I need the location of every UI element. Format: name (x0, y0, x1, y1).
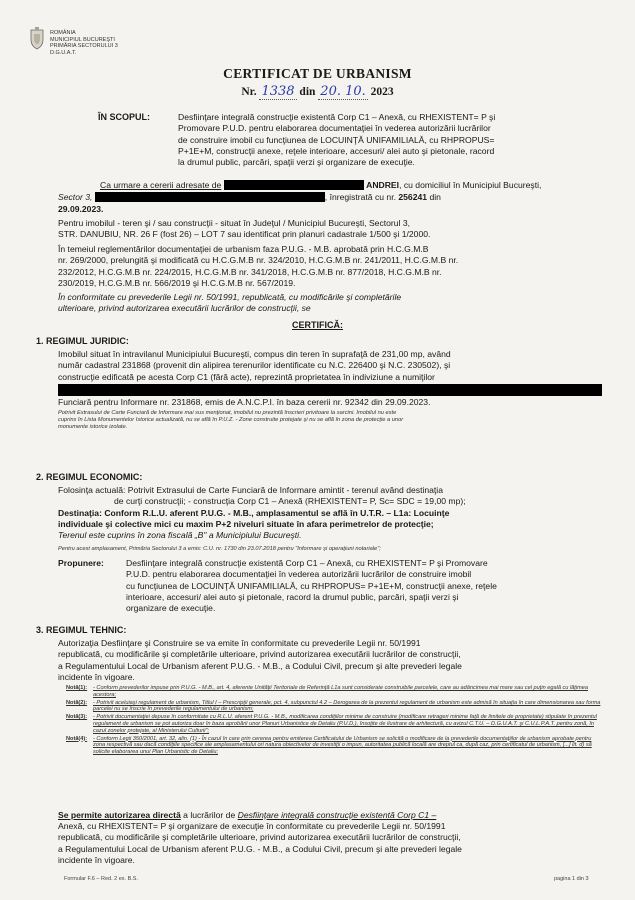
property-text (58, 218, 603, 241)
sector-text: Sector 3, (58, 192, 93, 202)
proposal-line: P.U.D. pentru elaborarea documentaţiei în vederea autorizării lucrărilor de construire imobil (126, 569, 472, 580)
s1-line-3: construcţie edificată pe acesta Corp C1 (fără acte), reprezintă proprietatea în indiviziune a numiţilor (58, 371, 435, 382)
footer-page: pagina 1 din 3 (554, 876, 589, 882)
note-label: Notă(2): (66, 699, 88, 706)
footer-form: Formular F.6 – Red. 2 ex. B.S. (64, 876, 138, 882)
section-1-note (58, 410, 603, 432)
handwritten-number: 1338 (261, 84, 295, 99)
section-3-text (58, 638, 603, 683)
header-line-2: MUNICIPIUL BUCUREŞTI (50, 36, 115, 43)
note-text: - Potrivit aceluiaşi regulament de urbanism, Titlul I – Prescripţii generale, pct. 4, subpunctul 4.2 – Derogarea de la prezentul regulament de urbanism este admisă în situaţia în care dimensionarea sau forma parcelei nu se înscrie în prevederile regulamentului de urbanism; (93, 699, 601, 713)
regulations-text (58, 244, 603, 289)
applicant-domicile: , cu domiciliul în Municipiul Bucureşti, (399, 180, 542, 190)
scope-line: P+1E+M, construcţii anexe, reţele interioare, accesuri/ alei auto şi pietonale, racord (178, 145, 495, 156)
note-row (66, 700, 602, 713)
proposal-line: interioare, accesuri/ alei auto şi pietonale, racord la drumul public, parcări, spaţii verzi şi (126, 591, 459, 602)
coat-of-arms-icon (28, 26, 46, 50)
section-3-line: incidente în vigoare. (58, 671, 135, 682)
registration-text: , înregistrată cu nr. (324, 192, 396, 202)
permit-line-1 (58, 810, 603, 821)
scope-line: de construire imobil cu funcţiunea de LOCUINŢĂ UNIFAMILIALĂ, cu RHPROPUS= (178, 134, 495, 145)
regulations-line: 232/2012, H.C.G.M.B nr. 224/2015, H.C.G.M.B nr. 341/2018, H.C.G.M.B nr. 877/2018, H.C.G.M.B nr. (58, 266, 442, 277)
permit-line: a Regulamentului Local de Urbanism aferent P.U.G. - M.B., a Codului Civil, precum şi alte prevederi legale (58, 843, 462, 854)
section-3-line: republicată, cu modificările şi completările ulterioare, privind autorizarea executării lucrărilor de construcţii, (58, 649, 461, 660)
s2-line-2: de curţi construcţii; - construcţia Corp C1 – Anexă (RHEXISTENT= P, Sc= SDC = 19,00 mp); (114, 496, 466, 507)
note-label: Notă(4): (66, 735, 88, 742)
section-2-note: Pentru acest amplasament, Primăria Sectorului 3 a emis: C.U. nr. 1730 din 23.07.2018 pentru "Informare şi operaţiuni notariale"; (58, 546, 381, 552)
s2-line-1: Folosinţa actuală: Potrivit Extrasului de Carte Funciară de Informare amintit - terenul având destinaţia (58, 485, 443, 495)
permit-demolition: Desfiinţare integrală construcţie existentă Corp C1 – (237, 810, 437, 820)
certifies-heading: CERTIFICĂ: (292, 320, 343, 330)
law-text (58, 292, 603, 315)
regulations-line: nr. 269/2000, prelungită şi modificată cu H.C.G.M.B nr. 324/2010, H.C.G.M.B nr. 241/2011, H.C.G.M.B nr. (58, 255, 459, 266)
redacted-address (95, 192, 325, 202)
note-label: Notă(3): (66, 714, 88, 721)
note-row (66, 685, 602, 698)
s1-line-1: Imobilul situat în intravilanul Municipiului Bucureşti, compus din teren în suprafaţă de 231,00 mp, având (58, 349, 451, 359)
section-3-title: 3. REGIMUL TEHNIC: (36, 625, 127, 635)
section-2-text (58, 485, 603, 541)
s2-line-4: individuale şi colective mici cu maxim P+2 niveluri situate în afara perimetrelor de protecţie; (58, 518, 434, 529)
s1-note-line-1: Potrivit Extrasului de Carte Funciară de Informare mai sus menţionat, imobilul nu prezintă înscrieri privitoare la sarcini. Imobilul nu este (58, 410, 397, 416)
note-row (66, 714, 602, 734)
section-3-notes (66, 685, 602, 757)
s1-note-line-3: monumente istorice izolate. (58, 424, 128, 431)
s1-line-2: număr cadastral 231868 (provenit din alipirea terenurilor identificate cu N.C. 226400 şi N.C. 230502), şi (58, 360, 451, 371)
proposal-line: Desfiinţare integrală construcţie existentă Corp C1 – Anexă, cu RHEXISTENT= P şi Promovare (126, 558, 488, 568)
header-line-4: D.G.U.A.T. (50, 49, 77, 56)
s2-line-5: Terenul este cuprins în zona fiscală „B" a Municipiului Bucureşti. (58, 530, 302, 541)
header-line-1: ROMÂNIA (50, 30, 76, 36)
proposal-label: Propunere: (58, 558, 104, 568)
redacted-applicant-name (224, 180, 364, 190)
registration-date: 29.09.2023. (58, 204, 104, 214)
permit-text (58, 821, 603, 866)
note-text: - Conform prevederilor impuse prin P.U.G. - M.B., art. 4, aferente Unităţii Teritoriale de Referinţă L1a sunt considerate construibile parcelele, care au adâncimea mai mare sau cel puţin egală cu lăţimea acestora; (93, 685, 588, 698)
applicant-name: ANDREI (366, 180, 400, 190)
request-intro: Ca urmare a cererii adresate de (100, 180, 222, 190)
permit-direct: Se permite autorizarea directă (58, 810, 181, 820)
section-1-title: 1. REGIMUL JURIDIC: (36, 336, 129, 346)
document-title: CERTIFICAT DE URBANISM (223, 66, 412, 81)
registration-din: din (429, 192, 441, 202)
year: 2023 (370, 86, 394, 98)
s2-line-3: Destinaţia: Conform R.L.U. aferent P.U.G. - M.B., amplasamentul se află în U.T.R. – L1a: Locuinţe (58, 507, 450, 518)
section-1-text (58, 349, 603, 383)
law-line: ulterioare, privind autorizarea executării lucrărilor de construcţii, se (58, 303, 311, 314)
proposal-line: organizare de execuţie. (126, 603, 216, 614)
note-text: - Potrivit documentaţiei depuse în conformitate cu R.L.U. aferent P.U.G. - M.B., modificarea condiţiilor minime de construire (modificare retrageri minime faţă de limitele de proprietate) stipulate în prezentul regulament de urbanism se pot autoriza doar în baza aprobării unor Planuri Urbanistice de Detaliu (P.U.D.), însoţite de ilustrare de arhitectură, cu avizul C.T.U. – D.G.U.A.T. şi C.U.L.P.A.T. pentru zonă, în cazul zonelor protejate, al Ministerului Culturii"; (93, 714, 597, 734)
note-row (66, 736, 602, 756)
law-line: În conformitate cu prevederile Legii nr. 50/1991, republicată, cu modificările şi completările (58, 292, 402, 302)
permit-line: incidente în vigoare. (58, 854, 135, 865)
s1-line-4: Funciară pentru Informare nr. 231868, emis de A.N.C.P.I. în baza cererii nr. 92342 din 29.09.2023. (58, 397, 431, 407)
scope-line: Promovare P.U.D. pentru elaborarea documentaţiei în vederea autorizării lucrărilor (178, 123, 491, 134)
handwritten-date: 20. 10. (320, 84, 366, 99)
scope-line: la drumul public, parcări, spaţii verzi şi organizare de execuţie. (178, 157, 415, 168)
section-3-line: a Regulamentului Local de Urbanism aferent P.U.G. - M.B., a Codului Civil, precum şi alte prevederi legale (58, 660, 462, 671)
date-word: din (299, 86, 316, 98)
regulations-line: În temeiul reglementărilor documentaţiei de urbanism faza P.U.G. - M.B. aprobată prin H.C.G.M.B (58, 244, 429, 254)
section-2-title: 2. REGIMUL ECONOMIC: (36, 472, 143, 482)
property-line: Pentru imobilul - teren şi / sau construcţii - situat în Judeţul / Municipiul Bucureşti, Sectorul 3, (58, 218, 411, 228)
number-prefix: Nr. (241, 86, 257, 98)
scope-line: Desfiinţare integrală construcţie existentă Corp C1 – Anexă, cu RHEXISTENT= P şi (178, 112, 496, 122)
proposal-text (126, 558, 604, 614)
request-line-3 (58, 204, 103, 215)
s1-note-line-2: cuprins în Lista Monumentelor Istorice actualizată, nu se află în P.U.Z. - Zone construite protejate şi nu se află în zona de protecţie a unor (58, 417, 404, 424)
request-line-1 (100, 180, 600, 191)
proposal-line: cu funcţiunea de LOCUINŢĂ UNIFAMILIALĂ, cu RHPROPUS= P+1E+M, construcţii anexe, reţele (126, 580, 497, 591)
request-line-2 (58, 192, 603, 203)
permit-line: republicată, cu modificările şi completările ulterioare, privind autorizarea executării lucrărilor de construcţii, (58, 832, 461, 843)
institution-header (50, 30, 118, 56)
scope-text (178, 112, 598, 168)
registration-number: 256241 (398, 192, 428, 202)
property-line: STR. DANUBIU, NR. 26 F (fost 26) – LOT 7 sau identificat prin planuri cadastrale 1/500 şi 1/2000. (58, 229, 431, 240)
document-number (0, 84, 635, 99)
scope-label: ÎN SCOPUL: (98, 112, 151, 122)
section-3-line: Autorizaţia Desfiinţare şi Construire se va emite în conformitate cu prevederile Legii nr. 50/1991 (58, 638, 421, 648)
header-line-3: PRIMĂRIA SECTORULUI 3 (50, 43, 118, 49)
permit-line: Anexă, cu RHEXISTENT= P şi organizare de execuţie în conformitate cu prevederile Legii nr. 50/1991 (58, 821, 446, 831)
redacted-owners (58, 384, 602, 396)
note-label: Notă(1): (66, 685, 88, 691)
permit-works: a lucrărilor de (183, 810, 236, 820)
regulations-line: 230/2019, H.C.G.M.B nr. 566/2019 şi H.C.G.M.B nr. 567/2019. (58, 277, 296, 288)
note-text: - Conform Legii 350/2001, art. 32, alin. (1) - În cazul în care prin cererea pentru emiterea Certificatului de Urbanism se solicită o modificare de la prevederile documentaţiilor de urbanism aprobate pentru zona respectivă sau dacă condiţiile specifice ale amplasamentului ori natura obiectivelor de investiţii o impun, autoritatea publică locală are dreptul ca, după caz, prin certificatul de urbanism, [...] lit. d) să solicite elaborarea unui Plan Urbanistic de Detaliu; (93, 735, 592, 755)
